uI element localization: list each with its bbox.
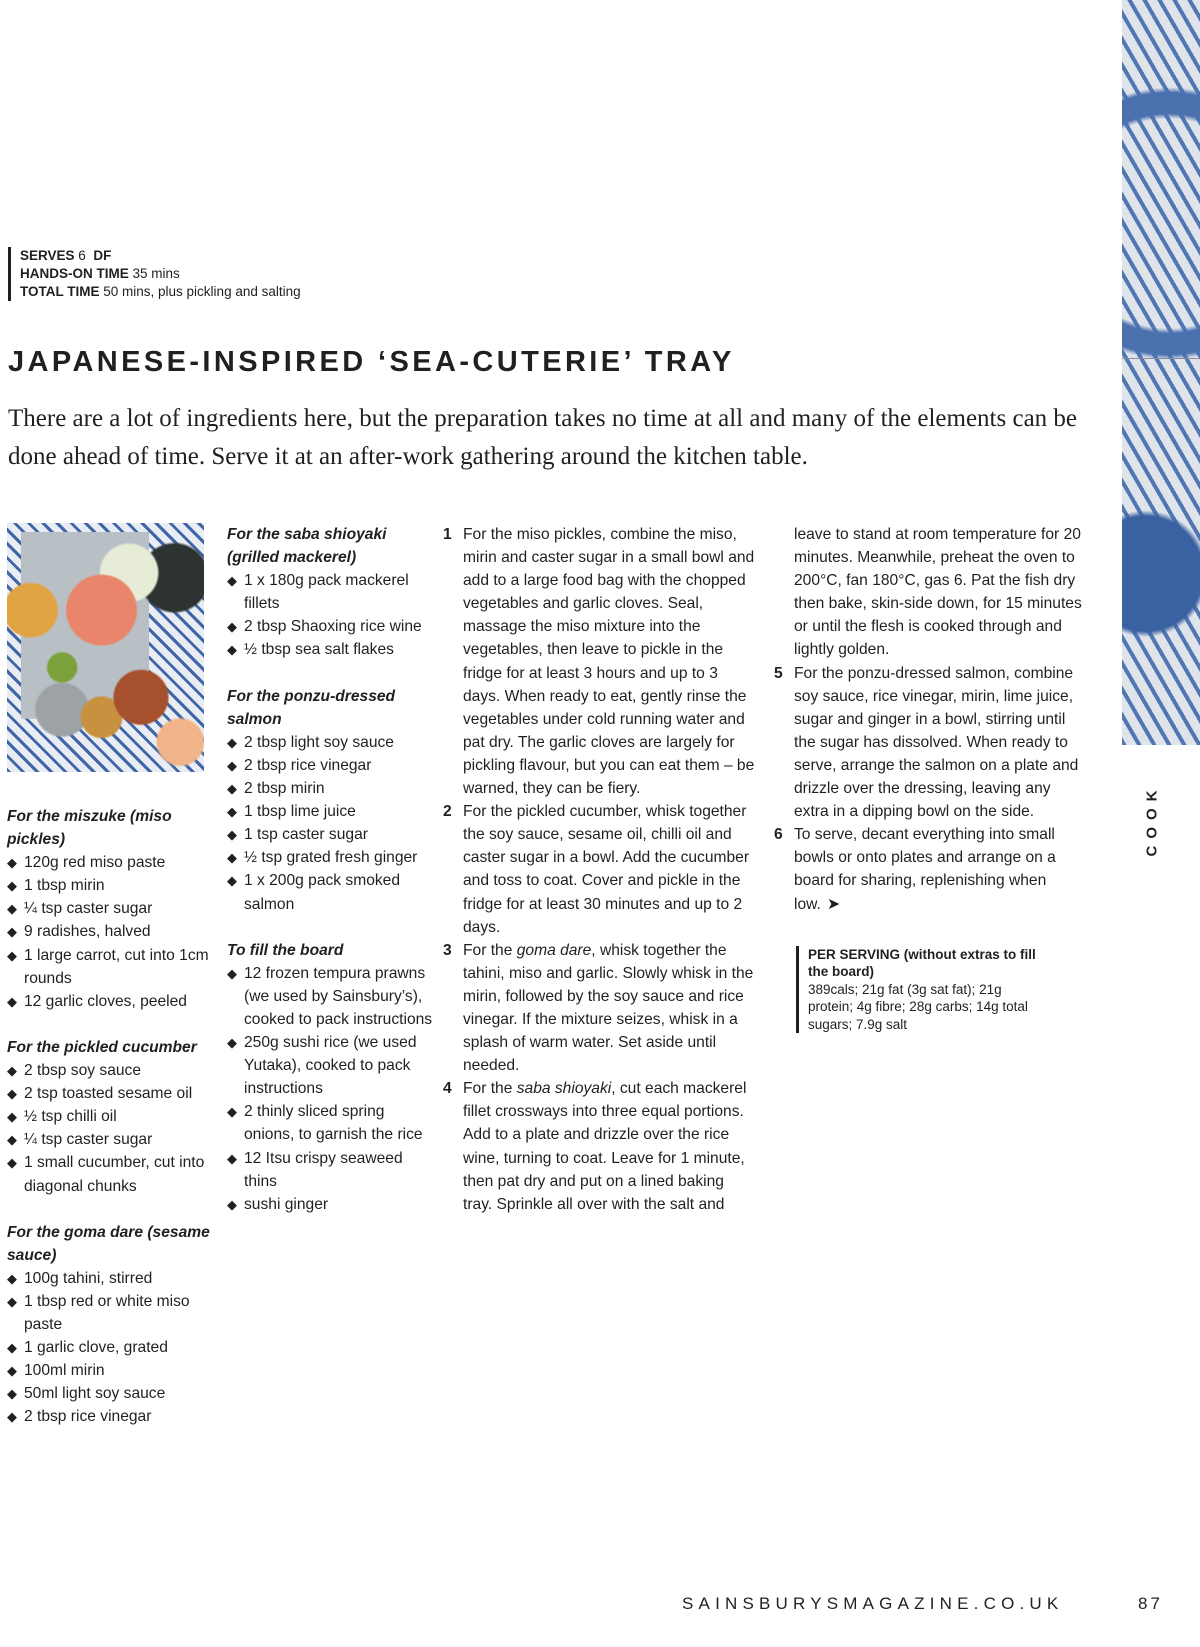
ingredient-item (227, 823, 437, 846)
ingredient-text: 1 tbsp lime juice (244, 803, 356, 821)
ingredient-section (7, 1221, 212, 1429)
bullet-diamond-icon: ◆ (227, 1035, 237, 1051)
ingredient-text: 12 garlic cloves, peeled (24, 992, 187, 1010)
recipe-intro: There are a lot of ingredients here, but the preparation takes no time at all and many of the elements can be done ahead of time. Serve it at an after-work gathering around the kitchen table. (8, 405, 1078, 470)
ingredient-list (7, 1267, 212, 1429)
bullet-diamond-icon: ◆ (7, 1109, 17, 1125)
bullet-diamond-icon: ◆ (227, 1150, 237, 1166)
ingredient-text: sushi ginger (244, 1195, 329, 1213)
ingredient-item (7, 920, 212, 943)
ingredient-text: 2 thinly sliced spring onions, to garnish the rice (244, 1103, 423, 1144)
step-text: For the ponzu-dressed salmon, combine soy sauce, rice vinegar, mirin, lime juice, sugar and ginger in a bowl, stirring until the sugar has dissolved. When ready to serve, arrange the salmon on a plate and drizzle over the dressing, leaving any extra in a dipping bowl on the side. (794, 664, 1079, 821)
ingredient-text: 2 tbsp rice vinegar (244, 756, 372, 774)
method-column-1 (445, 523, 757, 1216)
method-step (445, 800, 757, 939)
ingredient-section-heading: For the ponzu-dressed salmon (227, 687, 396, 728)
ingredient-item (7, 944, 212, 990)
recipe-title: JAPANESE-INSPIRED ‘SEA-CUTERIE’ TRAY (8, 346, 735, 378)
ingredient-section (7, 805, 212, 1013)
step-text: leave to stand at room temperature for 20 minutes. Meanwhile, preheat the oven to 200°C, fan 180°C, gas 6. Pat the fish dry then bake, skin-side down, for 15 minutes or until the flesh is cooked through and lightly golden. (794, 526, 1082, 659)
ingredients-column-2 (227, 523, 437, 1239)
recipe-meta (8, 247, 301, 301)
ingredient-item (227, 754, 437, 777)
nutrition-heading: PER SERVING (without extras to fill the board) (808, 946, 1036, 980)
ingredient-item (7, 990, 212, 1013)
ingredient-text: ¼ tsp caster sugar (24, 900, 153, 918)
ingredient-item (7, 851, 212, 874)
ingredient-section-heading: For the goma dare (sesame sauce) (7, 1223, 210, 1264)
ingredient-text: 1 x 200g pack smoked salmon (244, 872, 401, 913)
ingredient-text: 1 garlic clove, grated (24, 1339, 168, 1357)
method-step (445, 1077, 757, 1216)
bullet-diamond-icon: ◆ (227, 573, 237, 589)
step-text: For the pickled cucumber, whisk together the soy sauce, sesame oil, chilli oil and caster sugar in a bowl. Add the cucumber and toss to coat. Cover and pickle in the fridge for at least 30 minutes and up to 2 days. (463, 803, 750, 936)
ingredient-item (7, 1359, 212, 1382)
serves-value: 6 (78, 248, 86, 263)
hands-on-value: 35 mins (132, 266, 180, 281)
ingredient-item (227, 1147, 437, 1193)
step-number: 3 (443, 941, 452, 959)
ingredient-item (7, 1267, 212, 1290)
ingredient-item (227, 569, 437, 615)
ingredient-text: 2 tbsp Shaoxing rice wine (244, 618, 422, 636)
method-column-2 (776, 523, 1086, 1033)
bullet-diamond-icon: ◆ (7, 1063, 17, 1079)
ingredient-item (7, 1405, 212, 1428)
bullet-diamond-icon: ◆ (227, 873, 237, 889)
ingredient-section (227, 523, 437, 662)
ingredient-section-heading: For the saba shioyaki (grilled mackerel) (227, 526, 387, 567)
ingredient-text: 50ml light soy sauce (24, 1385, 166, 1403)
ingredient-text: 1 x 180g pack mackerel fillets (244, 572, 409, 613)
ingredient-list (227, 962, 437, 1216)
page-number: 87 (1138, 1594, 1163, 1613)
ingredient-item (227, 1100, 437, 1146)
step-number: 5 (774, 664, 783, 682)
ingredient-text: 120g red miso paste (24, 854, 166, 872)
bullet-diamond-icon: ◆ (227, 850, 237, 866)
continue-arrow-icon: ➤ (826, 895, 841, 913)
step-text: For the saba shioyaki, cut each mackerel fillet crossways into three equal portions. Add to a plate and drizzle over the rice wine, turning to coat. Leave for 1 minute, then pat dry and put on a lined baking tray. Sprinkle all over with the salt and (463, 1080, 747, 1213)
ingredient-text: 1 large carrot, cut into 1cm rounds (24, 946, 209, 987)
method-step-continued (776, 523, 1086, 662)
ingredient-text: 100g tahini, stirred (24, 1269, 153, 1287)
ingredient-section (227, 685, 437, 916)
bullet-diamond-icon: ◆ (7, 1363, 17, 1379)
ingredient-text: 1 small cucumber, cut into diagonal chunks (24, 1154, 205, 1195)
ingredient-text: 12 frozen tempura prawns (we used by Sainsbury’s), cooked to pack instructions (244, 964, 433, 1028)
ingredient-item (7, 1128, 212, 1151)
ingredient-item (7, 874, 212, 897)
ingredient-item (227, 1031, 437, 1100)
recipe-photo (7, 523, 204, 772)
ingredient-text: 12 Itsu crispy seaweed thins (244, 1149, 403, 1190)
ingredient-section (227, 939, 437, 1216)
total-time-label: TOTAL TIME (20, 284, 100, 299)
ingredient-section (7, 1036, 212, 1198)
ingredient-item (227, 1193, 437, 1216)
bullet-diamond-icon: ◆ (227, 804, 237, 820)
bullet-diamond-icon: ◆ (227, 1196, 237, 1212)
ingredient-item (7, 1336, 212, 1359)
ingredient-text: 100ml mirin (24, 1362, 105, 1380)
ingredients-column-1 (7, 523, 212, 1452)
ingredient-item (7, 1151, 212, 1197)
bullet-diamond-icon: ◆ (7, 1340, 17, 1356)
nutrition-box (796, 946, 1038, 1034)
bullet-diamond-icon: ◆ (7, 1155, 17, 1171)
section-tab (1142, 780, 1162, 860)
step-text: For the miso pickles, combine the miso, mirin and caster sugar in a small bowl and add to a large food bag with the chopped vegetables and garlic cloves. Seal, massage the miso mixture into the vegetables, then leave to pickle in the fridge for at least 3 hours and up to 3 days. When ready to eat, gently rinse the vegetables under cold running water and pat dry. The garlic cloves are largely for pickling flavour, but you can eat them – be warned, they can be fiery. (463, 526, 755, 798)
ingredient-item (227, 800, 437, 823)
ingredient-text: 2 tbsp soy sauce (24, 1062, 142, 1080)
ingredient-text: 1 tbsp mirin (24, 877, 105, 895)
method-step (776, 662, 1086, 824)
ingredient-item (227, 869, 437, 915)
ingredient-item (227, 962, 437, 1031)
ingredient-item (7, 897, 212, 920)
ingredient-item (7, 1105, 212, 1128)
bullet-diamond-icon: ◆ (227, 734, 237, 750)
ingredient-text: 250g sushi rice (we used Yutaka), cooked to pack instructions (244, 1034, 417, 1098)
bullet-diamond-icon: ◆ (7, 855, 17, 871)
ingredient-item (227, 777, 437, 800)
ingredient-text: ¼ tsp caster sugar (24, 1131, 153, 1149)
ingredient-text: 2 tbsp light soy sauce (244, 733, 394, 751)
bullet-diamond-icon: ◆ (7, 1386, 17, 1402)
ingredient-item (227, 615, 437, 638)
bullet-diamond-icon: ◆ (227, 781, 237, 797)
ingredient-text: 9 radishes, halved (24, 923, 151, 941)
step-number: 2 (443, 803, 452, 821)
ingredient-text: ½ tbsp sea salt flakes (244, 641, 394, 659)
bullet-diamond-icon: ◆ (7, 947, 17, 963)
ingredient-list (227, 569, 437, 661)
step-number: 1 (443, 526, 452, 543)
decorative-tile-strip (1122, 0, 1200, 745)
bullet-diamond-icon: ◆ (7, 993, 17, 1009)
ingredient-text: ½ tsp chilli oil (24, 1108, 117, 1126)
bullet-diamond-icon: ◆ (7, 1270, 17, 1286)
hands-on-label: HANDS-ON TIME (20, 266, 129, 281)
ingredient-item (7, 1082, 212, 1105)
ingredient-item (227, 731, 437, 754)
bullet-diamond-icon: ◆ (227, 965, 237, 981)
ingredient-text: 1 tbsp red or white miso paste (24, 1292, 190, 1334)
method-step (776, 823, 1086, 915)
bullet-diamond-icon: ◆ (227, 1104, 237, 1120)
step-number: 4 (443, 1080, 452, 1098)
ingredient-text: 2 tbsp mirin (244, 780, 325, 798)
step-number: 6 (774, 826, 783, 844)
ingredient-list (7, 1059, 212, 1198)
ingredient-item (227, 846, 437, 869)
step-text: To serve, decant everything into small bowls or onto plates and arrange on a board for sharing, replenishing when low. (794, 826, 1056, 913)
bullet-diamond-icon: ◆ (7, 1086, 17, 1102)
bullet-diamond-icon: ◆ (227, 642, 237, 658)
bullet-diamond-icon: ◆ (7, 878, 17, 894)
ingredient-text: ½ tsp grated fresh ginger (244, 849, 418, 867)
step-text: For the goma dare, whisk together the tahini, miso and garlic. Slowly whisk in the mirin, followed by the soy sauce and rice vinegar. If the mixture seizes, whisk in a splash of warm water. Set aside until needed. (463, 941, 754, 1075)
ingredient-list (7, 851, 212, 1013)
bullet-diamond-icon: ◆ (7, 1409, 17, 1425)
ingredient-item (7, 1059, 212, 1082)
total-time-value: 50 mins, plus pickling and salting (103, 284, 301, 299)
footer-site: SAINSBURYSMAGAZINE.CO.UK (682, 1594, 1064, 1613)
bullet-diamond-icon: ◆ (7, 924, 17, 940)
serves-label: SERVES (20, 248, 75, 263)
ingredient-text: 2 tsp toasted sesame oil (24, 1085, 193, 1103)
method-step (445, 939, 757, 1078)
bullet-diamond-icon: ◆ (7, 901, 17, 917)
bullet-diamond-icon: ◆ (227, 827, 237, 843)
ingredient-item (7, 1290, 212, 1336)
ingredient-section-heading: To fill the board (227, 941, 344, 959)
ingredient-section-heading: For the miszuke (miso pickles) (7, 808, 172, 849)
ingredient-list (227, 731, 437, 916)
ingredient-item (7, 1382, 212, 1405)
bullet-diamond-icon: ◆ (227, 757, 237, 773)
ingredient-section-heading: For the pickled cucumber (7, 1038, 197, 1056)
nutrition-values: 389cals; 21g fat (3g sat fat); 21g protein; 4g fibre; 28g carbs; 14g total sugars; 7.9g salt (808, 981, 1028, 1032)
ingredient-text: 1 tsp caster sugar (244, 826, 368, 844)
bullet-diamond-icon: ◆ (7, 1293, 17, 1309)
section-tab-label: COOK (1143, 783, 1161, 857)
method-step (445, 523, 757, 800)
ingredient-text: 2 tbsp rice vinegar (24, 1408, 152, 1426)
ingredient-item (227, 638, 437, 661)
bullet-diamond-icon: ◆ (7, 1132, 17, 1148)
diet-badge: DF (93, 248, 112, 263)
bullet-diamond-icon: ◆ (227, 619, 237, 635)
